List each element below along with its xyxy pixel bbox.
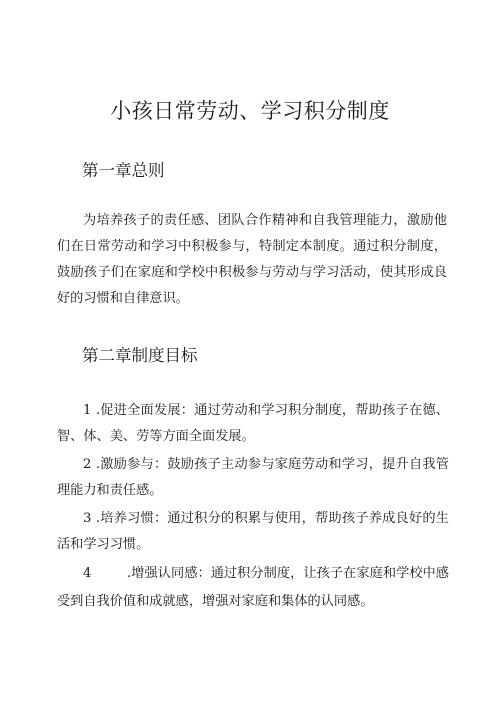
goal-item-number: 4 (83, 566, 92, 581)
goal-item-2 (57, 452, 449, 504)
chapter-1-heading: 第一章总则 (82, 161, 165, 180)
chapter-1-paragraph: 为培养孩子的责任感、团队合作精神和自我管理能力，激励他们在日常劳动和学习中积极参与，特制定本制度。通过积分制度，鼓励孩子们在家庭和学校中积极参与劳动与学习活动，使其形成良好的习惯和自律意识。 (57, 213, 447, 306)
goal-item-text: .培养习惯：通过积分的积累与使用，帮助孩子养成良好的生活和学习习惯。 (57, 511, 449, 552)
chapter-2-heading: 第二章制度目标 (82, 346, 198, 365)
document-title: 小孩日常劳动、学习积分制度 (110, 99, 390, 123)
goal-item-text: .促进全面发展：通过劳动和学习积分制度，帮助孩子在德、智、体、美、劳等方面全面发展。 (57, 403, 449, 444)
goal-item-text: .增强认同感：通过积分制度，让孩子在家庭和学校中感受到自我价值和成就感，增强对家庭和集体的认同感。 (57, 566, 449, 609)
goal-item-number: 1 (83, 403, 92, 418)
goal-item-number: 2 (83, 457, 92, 472)
goal-item-4 (57, 560, 449, 616)
goal-item-number: 3 (83, 511, 92, 526)
goal-item-3 (57, 506, 449, 558)
goal-item-text: .激励参与：鼓励孩子主动参与家庭劳动和学习，提升自我管理能力和责任感。 (57, 457, 449, 498)
goal-item-1 (57, 398, 449, 450)
